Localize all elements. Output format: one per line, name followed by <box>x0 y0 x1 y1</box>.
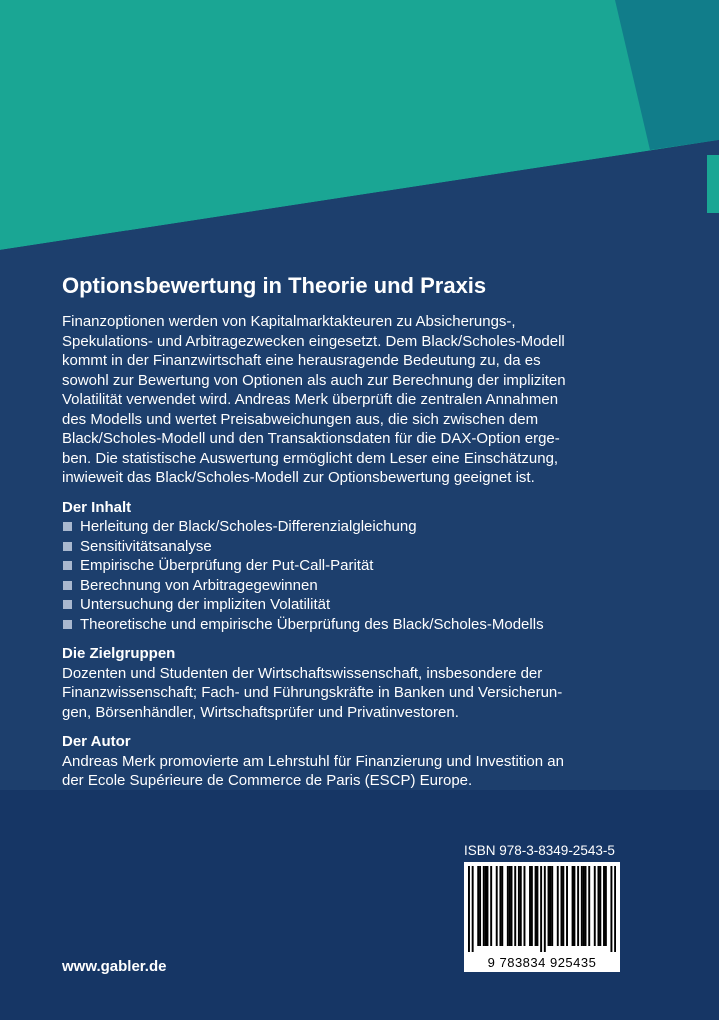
zielgruppen-line: Finanzwissenschaft; Fach- und Führungskräfte in Banken und Versicherun- <box>62 684 563 701</box>
intro-line: ben. Die statistische Auswertung ermöglicht dem Leser eine Einschätzung, <box>62 449 559 467</box>
autor-line: Andreas Merk promovierte am Lehrstuhl für Finanzierung und Investition an <box>62 752 564 770</box>
autor-paragraph <box>62 752 662 791</box>
bullet-square-icon <box>63 600 72 609</box>
list-item-text: Theoretische und empirische Überprüfung des Black/Scholes-Modells <box>80 615 544 633</box>
zielgruppen-line: Dozenten und Studenten der Wirtschaftswissenschaft, insbesondere der <box>62 664 543 682</box>
list-item-text: Herleitung der Black/Scholes-Differenzialgleichung <box>80 518 417 535</box>
barcode <box>464 862 620 972</box>
autor-line: der Ecole Supérieure de Commerce de Paris (ESCP) Europe. <box>62 772 473 789</box>
intro-line: Black/Scholes-Modell und den Transaktionsdaten für die DAX-Option erge- <box>62 430 560 447</box>
inhalt-list <box>62 517 662 634</box>
barcode-bars <box>468 866 616 952</box>
bullet-square-icon <box>63 620 72 629</box>
zielgruppen-paragraph <box>62 664 662 723</box>
list-item <box>62 615 662 635</box>
list-item <box>62 556 662 576</box>
list-item <box>62 576 662 596</box>
bullet-square-icon <box>63 561 72 570</box>
list-item-text: Sensitivitätsanalyse <box>80 537 212 555</box>
intro-line: kommt in der Finanzwirtschaft eine herausragende Bedeutung zu, da es <box>62 352 541 369</box>
book-title: Optionsbewertung in Theorie und Praxis <box>62 273 487 298</box>
bullet-square-icon <box>63 522 72 531</box>
back-cover-text <box>62 272 662 791</box>
bullet-square-icon <box>63 542 72 551</box>
zielgruppen-line: gen, Börsenhändler, Wirtschaftsprüfer und Privatinvestoren. <box>62 703 459 721</box>
intro-line: Spekulations- und Arbitragezwecken eingesetzt. Dem Black/Scholes-Modell <box>62 332 565 350</box>
list-item-text: Untersuchung der impliziten Volatilität <box>80 596 331 613</box>
publisher-url: www.gabler.de <box>62 958 167 975</box>
list-item <box>62 537 662 557</box>
intro-line: sowohl zur Bewertung von Optionen als auch zur Berechnung der impliziten <box>62 371 566 389</box>
intro-line: des Modells und wertet Preisabweichungen aus, die sich zwischen dem <box>62 410 539 428</box>
barcode-number: 9 783834 925435 <box>487 955 597 970</box>
inhalt-heading: Der Inhalt <box>62 498 132 516</box>
intro-line: Finanzoptionen werden von Kapitalmarktakteuren zu Absicherungs-, <box>62 313 516 330</box>
intro-line: Volatilität verwendet wird. Andreas Merk überprüft die zentralen Annahmen <box>62 391 559 408</box>
intro-line: inwieweit das Black/Scholes-Modell zur Optionsbewertung geeignet ist. <box>62 469 535 486</box>
autor-heading: Der Autor <box>62 733 131 750</box>
bullet-square-icon <box>63 581 72 590</box>
edge-marker <box>707 155 719 213</box>
list-item-text: Berechnung von Arbitragegewinnen <box>80 576 318 594</box>
list-item <box>62 595 662 615</box>
intro-paragraph <box>62 312 662 488</box>
list-item <box>62 517 662 537</box>
zielgruppen-heading: Die Zielgruppen <box>62 645 176 662</box>
list-item-text: Empirische Überprüfung der Put-Call-Parität <box>80 557 374 574</box>
isbn-label: ISBN 978-3-8349-2543-5 <box>464 843 615 858</box>
